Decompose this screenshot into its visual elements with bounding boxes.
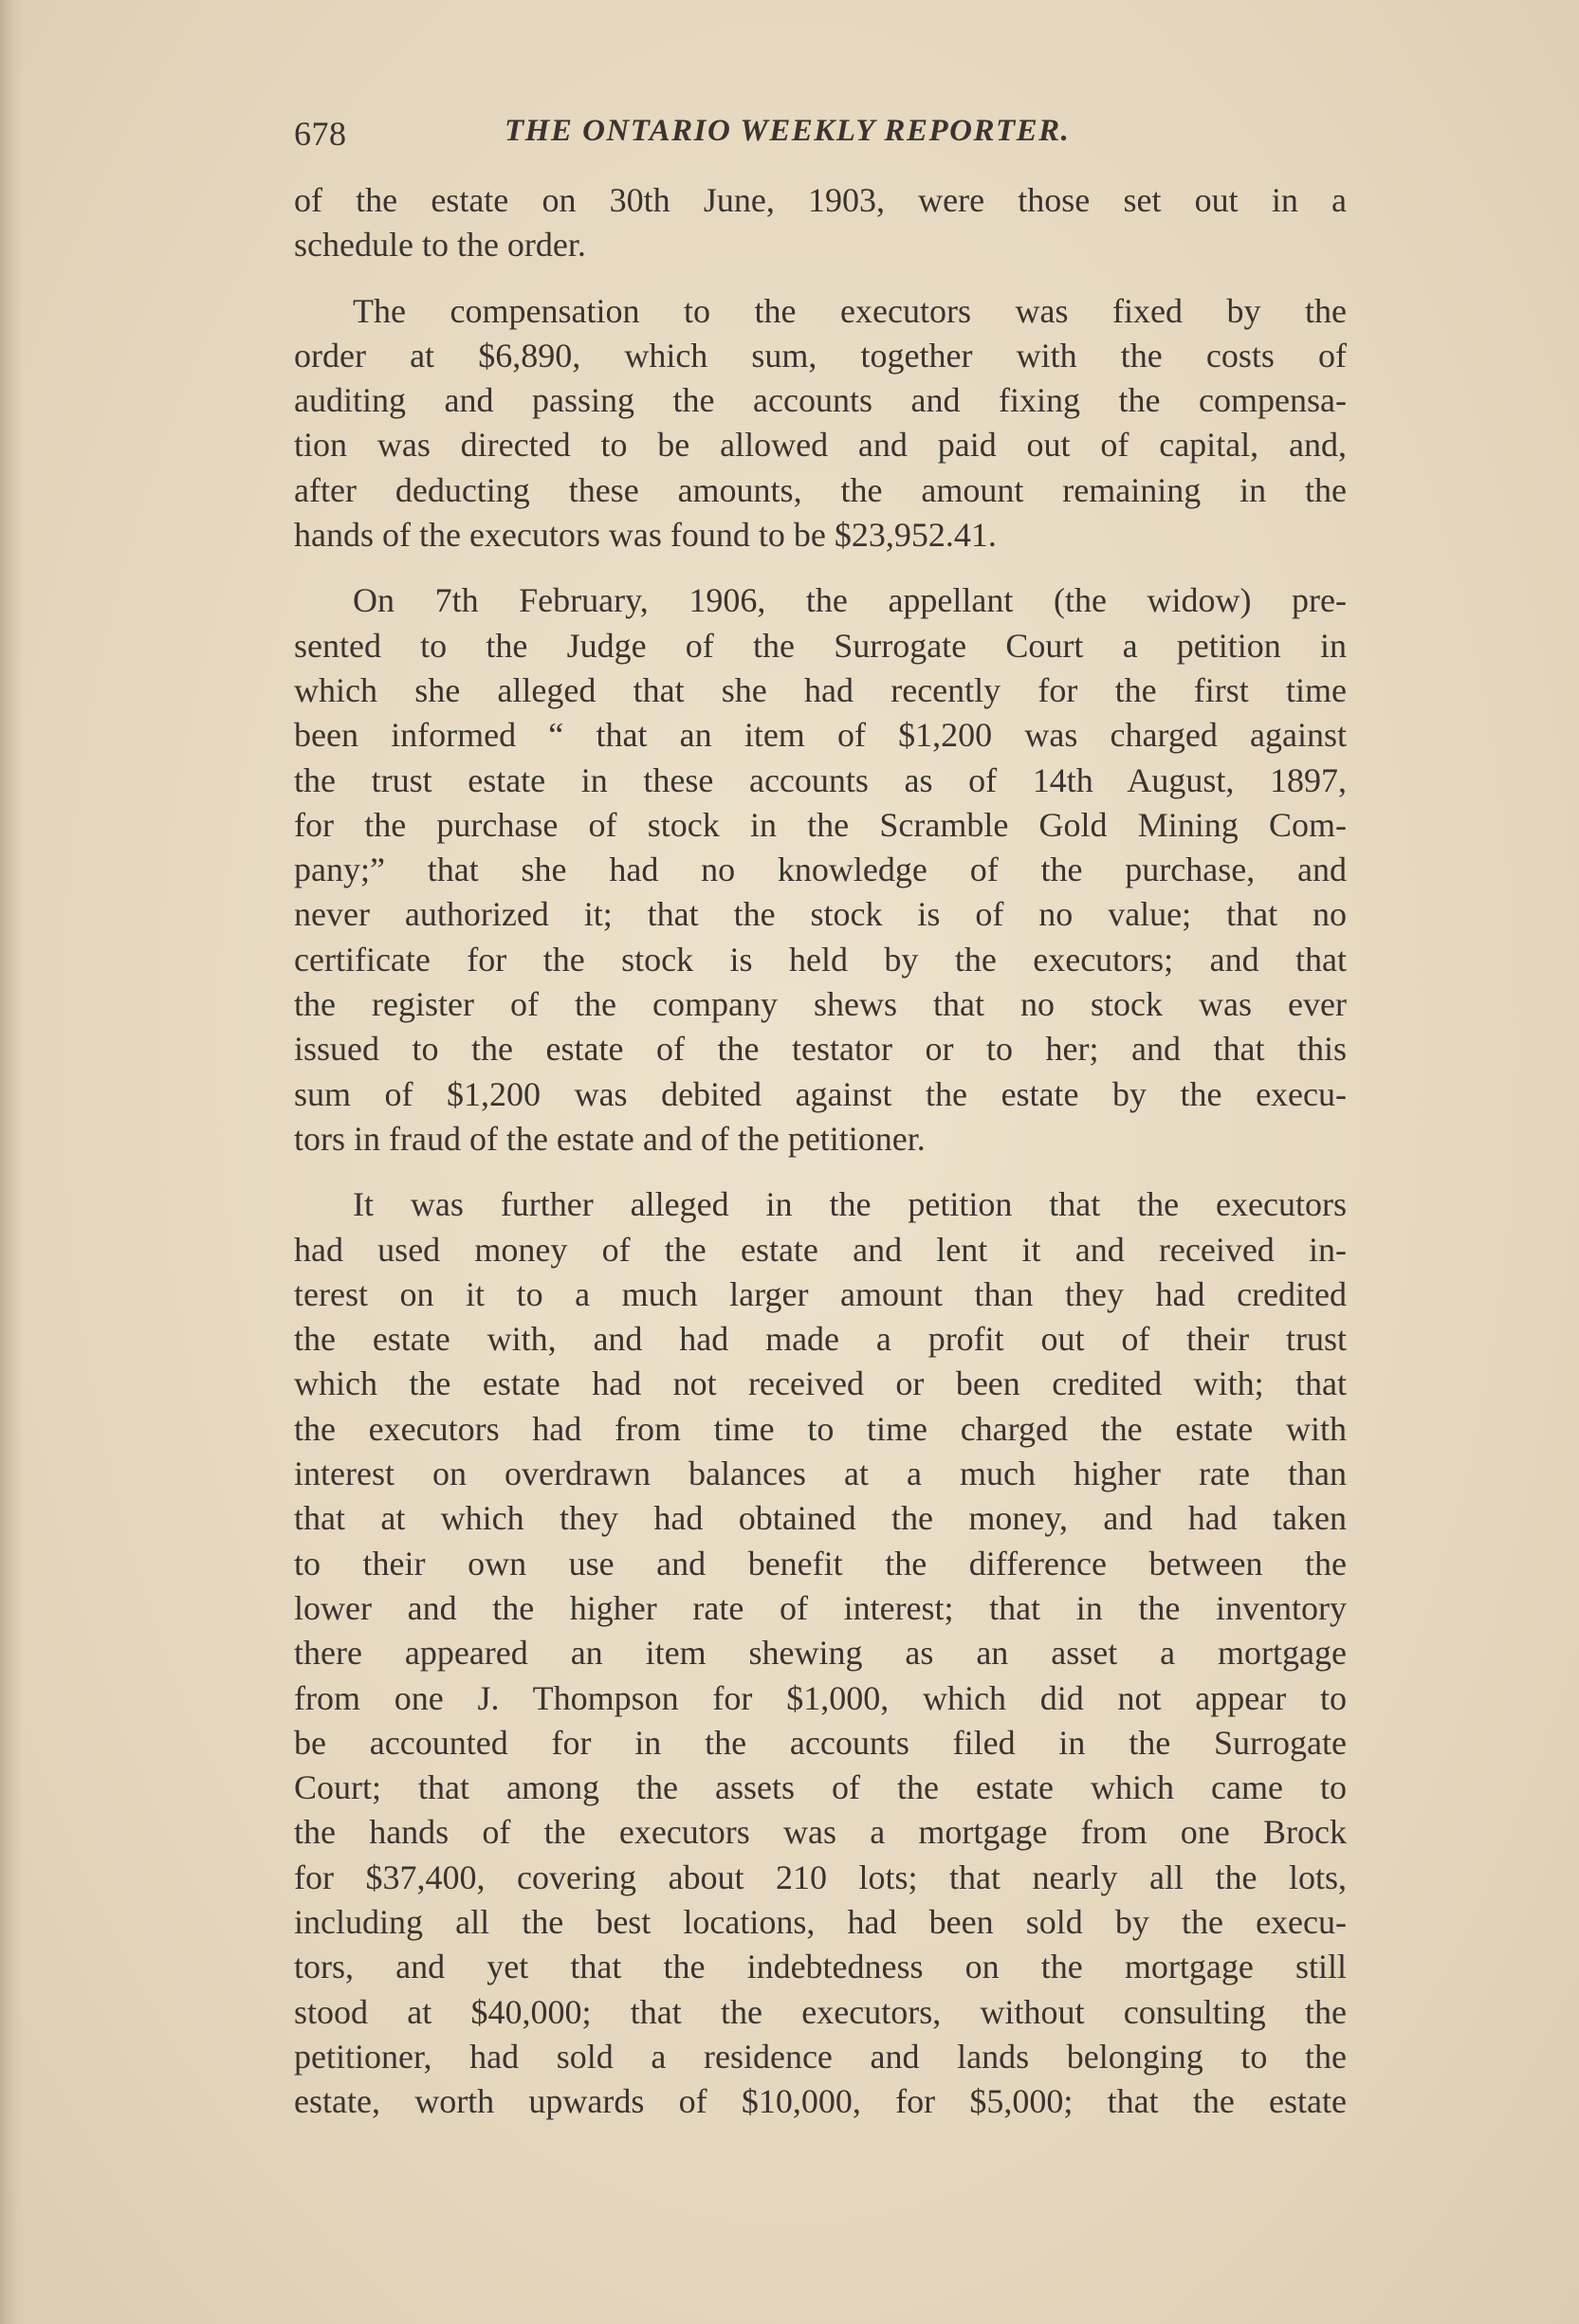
paragraph [294,1182,1347,2124]
text-line: never authorized it; that the stock is of no value; that no [294,895,1347,934]
text-line: sented to the Judge of the Surrogate Court a petition in [294,626,1347,665]
paragraph [294,578,1347,1162]
text-line: order at $6,890, which sum, together with the costs of [294,336,1347,375]
text-line: had used money of the estate and lent it and received in- [294,1230,1347,1269]
text-line: for the purchase of stock in the Scramble Gold Mining Com- [294,805,1347,844]
text-line: that at which they had obtained the money, and had taken [294,1499,1347,1538]
text-line: sum of $1,200 was debited against the estate by the execu- [294,1074,1347,1113]
text-line: the executors had from time to time charged the estate with [294,1409,1347,1448]
paragraph [294,178,1347,268]
text-line: tion was directed to be allowed and paid out of capital, and, [294,426,1347,465]
paragraph [294,289,1347,558]
text-line: issued to the estate of the testator or to her; and that this [294,1030,1347,1069]
text-line: certificate for the stock is held by the executors; and that [294,940,1347,979]
text-line: the estate with, and had made a profit out of their trust [294,1320,1347,1359]
page-binding-edge [0,0,23,2324]
body-text [294,178,1347,2124]
text-line: lower and the higher rate of interest; that in the inventory [294,1588,1347,1627]
text-line: which she alleged that she had recently for the first time [294,670,1347,709]
text-line: It was further alleged in the petition that the executors [353,1185,1347,1224]
text-line: the trust estate in these accounts as of 14th August, 1897, [294,760,1347,799]
text-line: On 7th February, 1906, the appellant (the widow) pre- [353,581,1347,620]
text-line: including all the best locations, had been sold by the execu- [294,1902,1347,1941]
text-line: for $37,400, covering about 210 lots; that nearly all the lots, [294,1857,1347,1896]
text-line: after deducting these amounts, the amount remaining in the [294,470,1347,509]
text-line: Court; that among the assets of the estate which came to [294,1768,1347,1807]
text-line: petitioner, had sold a residence and lands belonging to the [294,2037,1347,2076]
text-line: hands of the executors was found to be $23,952.41. [294,516,997,555]
text-line: which the estate had not received or been credited with; that [294,1364,1347,1403]
text-line: tors, and yet that the indebtedness on the mortgage still [294,1948,1347,1986]
running-title: THE ONTARIO WEEKLY REPORTER. [505,114,1071,148]
text-line: pany;” that she had no knowledge of the purchase, and [294,851,1347,889]
text-line: there appeared an item shewing as an asset a mortgage [294,1634,1347,1673]
text-line: estate, worth upwards of $10,000, for $5,000; that the estate [294,2082,1347,2121]
running-header [294,106,1347,165]
text-line: to their own use and benefit the difference between the [294,1544,1347,1583]
text-line: auditing and passing the accounts and fixing the compensa- [294,381,1347,420]
text-line: terest on it to a much larger amount than they had credited [294,1274,1347,1313]
text-line: from one J. Thompson for $1,000, which did not appear to [294,1678,1347,1717]
text-line: the hands of the executors was a mortgage from one Brock [294,1813,1347,1852]
text-line: the register of the company shews that no stock was ever [294,985,1347,1024]
book-page [294,106,1347,2145]
text-line: The compensation to the executors was fixed by the [353,291,1347,330]
text-line: tors in fraud of the estate and of the petitioner. [294,1119,926,1158]
text-line: of the estate on 30th June, 1903, were those set out in a [294,181,1347,219]
text-line: been informed “ that an item of $1,200 was charged against [294,716,1347,755]
text-line: interest on overdrawn balances at a much higher rate than [294,1455,1347,1493]
text-line: schedule to the order. [294,226,586,265]
text-line: stood at $40,000; that the executors, without consulting the [294,1992,1347,2031]
page-number: 678 [294,115,347,153]
text-line: be accounted for in the accounts filed in the Surrogate [294,1723,1347,1762]
